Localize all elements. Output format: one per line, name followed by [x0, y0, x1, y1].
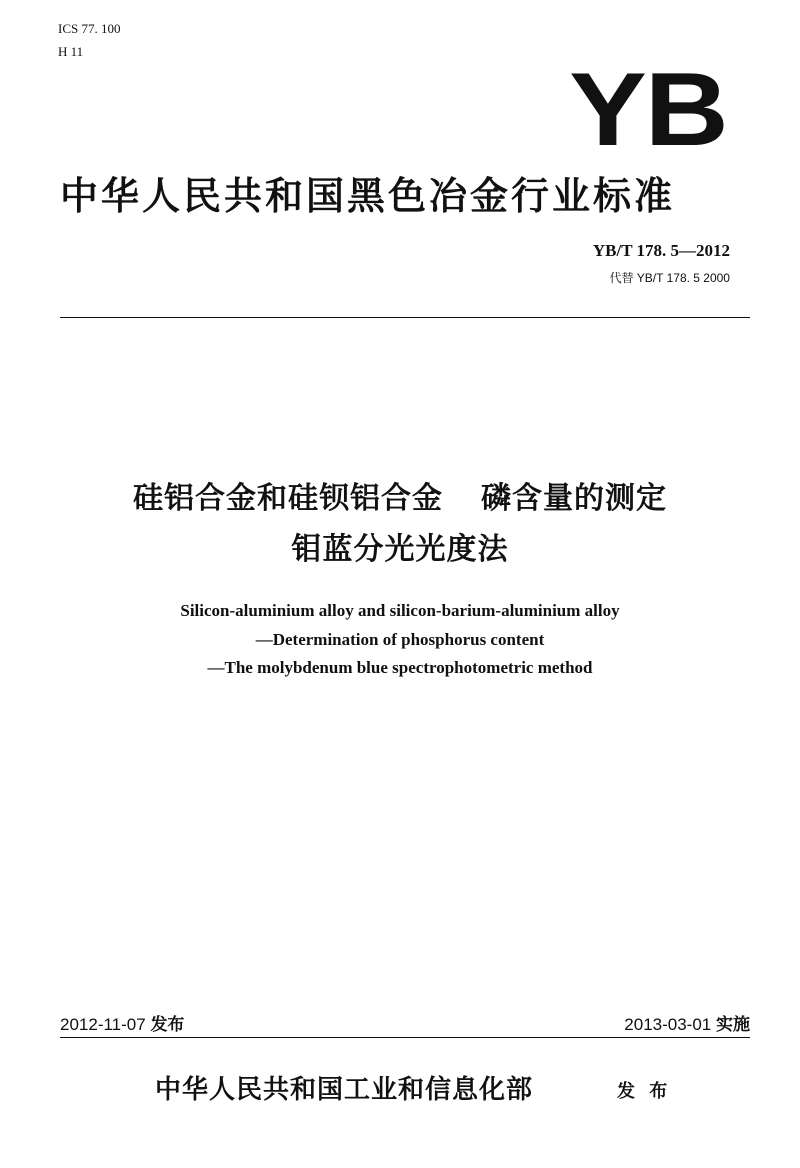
issue-label: 发布: [150, 1015, 185, 1035]
ics-code: ICS 77. 100: [58, 21, 121, 36]
title-cn-line1: [0, 479, 800, 519]
issue-date: 2012-11-07: [60, 1015, 146, 1034]
implement-date: 2013-03-01: [624, 1015, 712, 1034]
title-cn-line2: 钼蓝分光光度法: [291, 532, 509, 567]
footer-divider: [60, 1037, 750, 1038]
yb-logo: YB: [568, 52, 726, 168]
header-divider: [60, 317, 750, 318]
classification-code: H 11: [58, 44, 84, 59]
title-en-line2: —Determination of phosphorus content: [255, 630, 545, 649]
standard-category-title: 中华人民共和国黑色冶金行业标准: [60, 174, 676, 218]
replaces-standard: 代替 YB/T 178. 5 2000: [609, 271, 730, 285]
title-cn-line1-part2: 磷含量的测定: [481, 481, 667, 516]
implement-date-block: [624, 1014, 750, 1036]
implement-label: 实施: [716, 1015, 750, 1035]
issue-date-block: [60, 1014, 184, 1036]
title-en-line3: —The molybdenum blue spectrophotometric method: [207, 658, 593, 677]
standard-number: YB/T 178. 5—2012: [592, 241, 730, 260]
title-cn-line1-part1: 硅铝合金和硅钡铝合金: [133, 481, 443, 516]
publisher-name: 中华人民共和国工业和信息化部: [155, 1075, 534, 1105]
publish-label: 发 布: [617, 1081, 672, 1102]
title-en-line1: Silicon-aluminium alloy and silicon-barium-aluminium alloy: [180, 601, 620, 620]
